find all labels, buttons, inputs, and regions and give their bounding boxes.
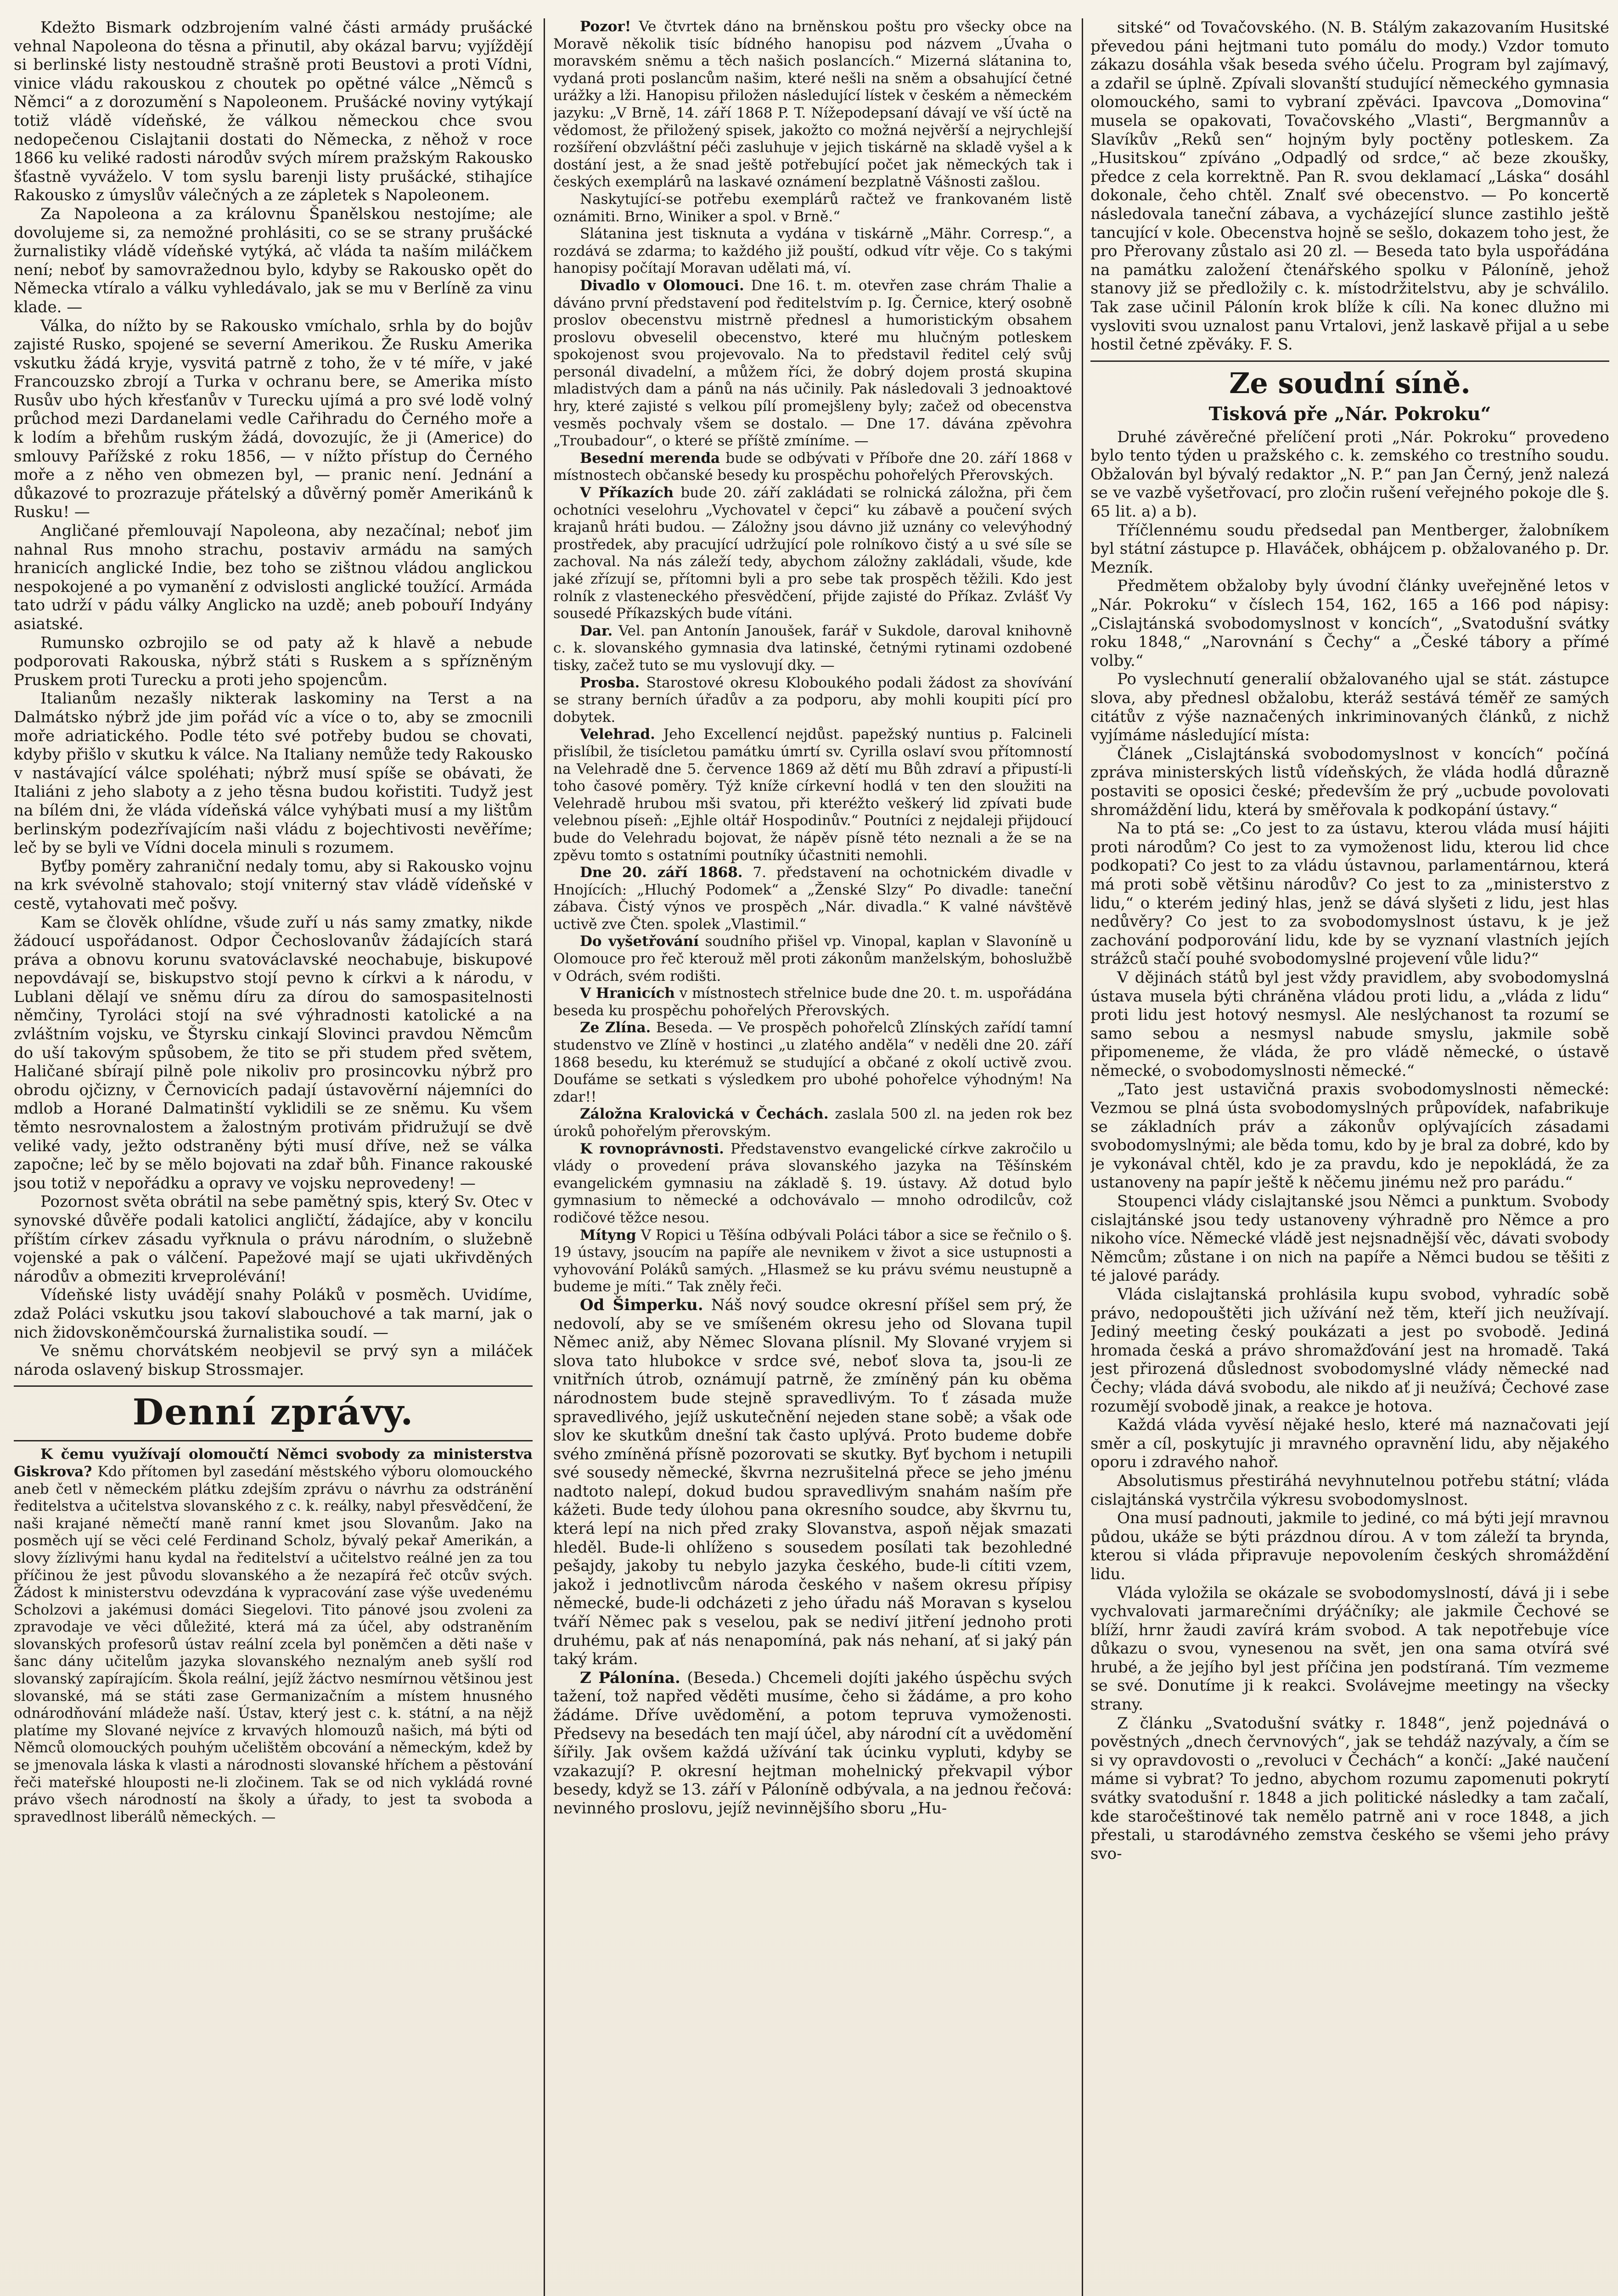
column-rule-1	[544, 18, 545, 2296]
news-item: Velehrad. Jeho Excellencí nejdůst. papežský nuntius p. Falcineli přislíbil, že tisícletou památku úmrtí sv. Cyrilla oslaví svou přítomností na Velehradě dne 5. července 1869 až dětí mu Bůh zdraví a připustí-li toho časové poměry. Týž kníže církevní hodlá v ten den sloužiti na Velehradě hrubou mši svatou, při kteréžto veškerý lid zpívati bude velebnou píseň: „Ejhle oltář Hospodinův.“ Poutníci z nejdaleji přijdoucí bude do Velehradu bojovat, že nápěv písně této neznali a že se na zpěvu tomto s ostatními poutníky účastniti nemohli.	[553, 726, 1072, 864]
news-item	[14, 1446, 533, 1826]
news-item: Mítyng V Ropici u Těšína odbývali Poláci tábor a sice se řečnilo o §. 19 ústavy, jsoucím na papíře ale nevnikem v život a sice ustupnosti a vyhovování Poláků samých. „Hlasmež se ku právu svému neustupně a budeme je míti.“ Tak zněly řeči.	[553, 1227, 1072, 1295]
section-divider	[14, 1385, 533, 1387]
paragraph: Válka, do nížto by se Rakousko vmíchalo, srhla by do bojův zajisté Rusko, spojené se severní Amerikou. Že Rusku Amerika vskutku žádá kryje, vysvitá patrně z toho, že v té míře, v jaké Francouzsko zbrojí a Turka v ochranu bere, se Amerika místo Rusův ubo hých křesťanův v Turecku ujímá a pro své lodě volný průchod mezi Dardanelami vedle Cařihradu do Černého moře a k lodím a břehům ruským žádá, dovozujíc, že ji (Americe) do smlouvy Pařížské z roku 1856, — v nížto přístup do Černého moře a z něho ven obmezen byl, — pranic není. Jednání a důkazové to prozrazuje přátelský a důvěrný poměr Amerikánů k Rusku! —	[14, 316, 533, 522]
news-item: K rovnoprávnosti. Představenstvo evangelické církve zakročilo u vlády o provedení práva slovanského jazyka na Těšínském evangelickém gymnasiu na základě §. 19. ústavy. Až dotud bylo gymnasium to německé a odchovávalo — mnoho odrodilcův, což rodičové těžce nesou.	[553, 1140, 1072, 1226]
news-item-lead: Dne 20. září 1868.	[580, 864, 743, 881]
paragraph: Z článku „Svatodušní svátky r. 1848“, jenž pojednává o pověstných „dnech červnových“, jak se tehdáž nazývaly, a čím se si vy opravdovosti o „revoluci v Čechách“ a končí: „Jaké naučení máme si vybrat? To jedno, abychom rozumu zapomenuti pokrytí svátky svatodušní r. 1848 a jich politické následky a tam začalí, kde staročeštinové tak nemělo patrně ani v roce 1848, a jich přestali, u starodávného zemstva českého se všemi jeho právy svo-	[1090, 1714, 1609, 1863]
paragraph: Článek „Cislajtánská svobodomyslnost v koncích“ počíná zpráva ministerských listů vídeňských, že vláda hodlá důrazně postaviti se oposici české; především že prý „ucbude povolovati shromáždění lidu, která by směřovala k podkopání ústavy.“	[1090, 744, 1609, 819]
news-item-lead: V Hranicích	[580, 985, 675, 1002]
column-2	[553, 18, 1072, 2296]
column-3	[1090, 18, 1609, 2296]
paragraph: Vláda vyložila se okázale se svobodomyslností, dává ji i sebe vychvalovati jarmarečními drýáčníky; ale jakmile Čechové se blíží, hrnr žaudi zavírá krám svobod. A tak nepotřebuje více důkazu o svou, vynesenou na svět, jen ona sama otvírá své hrubé, a že jejího byl jest příčina jen podstíraná. Tím vezmeme se své. Donutíme ji k reakci. Svolávejme meetingy na všecky strany.	[1090, 1583, 1609, 1714]
section-divider	[1090, 360, 1609, 362]
news-item: Z Pálonína. (Beseda.) Chcemeli dojíti jakého úspěchu svých tažení, tož napřed věděti musíme, čeho si žádáme, a pro koho žádáme. Dříve uvědomění, a potom tepruva vymoženosti. Předsevy na besedách ten mají účel, aby národní cít a uvědomění šířily. Jak ovšem každá užívání tak úcinku vypluti, kdyby se vzakazují? P. okresní hejtman mohelnický překvapil výbor besedy, když se 13. září v Páloníně odbývala, a na jednou řečová: nevinného proslovu, jejíž nevinnějšího sboru „Hu-	[553, 1668, 1072, 1818]
news-item: Prosba. Starostové okresu Kloboukého podali žádost za shovívání se strany berních úřadův a za podporu, aby mohli koupiti pící pro dobytek.	[553, 674, 1072, 726]
paragraph: Na to ptá se: „Co jest to za ústavu, kterou vláda musí hájiti proti národům? Co jest to za vymoženost lidu, kterou lid chce podkopati? Co jest to za vládu ústavnou, parlamentárnou, která má proti sobě většinu národův? Co jest to za „ministerstvo z lidu,“ o kterém jediný hlas, jenž se dává slyšeti z lidu, jest hlas nedůvěry? Co jest to za svobodomyslnost ústavu, k je jež zachování podporování lidu, kde by se vyznaní vlastních jejích strážců stačí pouhé svobodomyslné projevení vůle lidu?“	[1090, 819, 1609, 968]
paragraph: Každá vláda vyvěsí nějaké heslo, které má naznačovati její směr a cíl, poskytujíc ji mravného opravnění lidu, aby nějakého oporu i zdravého nahoř.	[1090, 1416, 1609, 1472]
news-item: Do vyšetřování soudního přišel vp. Vinopal, kaplan v Slavoníně u Olomouce pro řeč kterouž měl proti zákonům manželským, bohoslužbě v Odrách, svém rodišti.	[553, 933, 1072, 985]
paragraph: V dějinách států byl jest vždy pravidlem, aby svobodomyslná ústava musela býti chráněna vládou proti lidu, a „vláda z lidu“ proti lidu jest hotový nesmysl. Ale neslýchanost ta rozumí se samo sebou a nesmysl nabude smyslu, jakmile sobě připomeneme, že vláda, že pro vládě německé, o ústavě německé, o svobodomyslnosti německé.“	[1090, 968, 1609, 1080]
section-divider	[14, 1440, 533, 1441]
news-item-lead: Z Pálonína.	[580, 1668, 680, 1687]
news-item-lead: Mítyng	[580, 1227, 636, 1244]
paragraph: Angličané přemlouvají Napoleona, aby nezačínal; neboť jim nahnal Rus mnoho strachu, postaviv armádu na samých hranicích anglické Indie, bez toho se zištnou vládou anglickou nespokojené a po vymanění z odvislosti anglické toužící. Armáda tato udrží v pádu války Anglicko na uzdě; aneb pobouří Indyány asiatské.	[14, 522, 533, 633]
news-item-lead: Pozor!	[580, 18, 631, 35]
news-item: Od Šimperku. Náš nový soudce okresní příšel sem prý, že nedovolí, aby se ve smíšeném okresu jeho od Slovana tupil Němec aniž, aby Němec Slovana plísnil. My Slované vryjem si slova tato hlubokce v srdce své, neboť slova ta, jsou-li ze vnitřních útrob, oznámují patrně, že zmíněný pán ku oběma národnostem bude stejně spravedlivým. To ť zásada muže spravedlivého, jejíž uskutečnění nejeden stane sobě; a však ode slov ke skutkům dnešní tak často uplývá. Proto budeme dobře svého zmíněná přísně pozorovati se skutky. Byť bychom i netupili své sousedy německé, škvrna nezrušitelná přece se jeho jménu nadtoto nalepí, dokud budou spravedlivým snahám naším pře kážeti. Bude tedy úlohou pana okresního soudce, aby škvrnu tu, která lepí na nich před zraky Slovanstva, aspoň nějak smazati hleděl. Bude-li ohlíženo s sousedem posílati tak bezohledné pešajdy, jakoby tu nebylo jazyka českého, bude-li cítiti vzem, jakož i jednotlivcům národa českého v našem okresu přípisy německé, bude-li odcházeti z jeho úřadu náš Moravan s kyselou tváří Němec pak s veselou, pak se nediví jitření jednoho proti druhému, pak ať nás nenapomíná, pak nás nehaní, ať si jaký pán taký krám.	[553, 1295, 1072, 1669]
news-item-lead: Prosba.	[580, 674, 640, 691]
paragraph: Vláda cislajtanská prohlásila kupu svobod, vyhradíc sobě právo, nedopouštěti jich užívání než těm, kteří jich neužívají. Jediný meeting český poukázati a jest po svobodě. Jediná hromada česká a právo shromažďování jest na hromadě. Taká jest přirozená důslednost svobodomyslné vlády německé nad Čechy; vláda dává svobodu, ale nikdo ať ji neužívá; Čechové zase rozumějí svobodě jinak, a reakce je hotova.	[1090, 1285, 1609, 1416]
paragraph: sitské“ od Tovačovského. (N. B. Stálým zakazovaním Husitské převedou páni hejtmani tuto pomálu do mody.) Vzdor tomuto zákazu dosáhla však beseda svého účelu. Program byl zajímavý, a zdařil se úplně. Zpívali slovanští studující německého gymnasia olomouckého, sami to vybraní zpěváci. Ipavcova „Domovina“ musela se opakovati, Tovačovského „Vlasti“, Bergmannův a Slavíkův „Reků sen“ hojným byly poctěny potleskem. Za „Husitskou“ zpíváno „Odpadlý od srdce,“ ač beze zkoušky, předce z cela korrektně. Pan R. svou deklamací „Láska“ dosáhl dokonale, čeho chtěl. Znalť své obecenstvo. — Po koncertě následovala taneční zábava, a vycházející slunce zastihlo ještě tancující v kole. Obecenstva hojně se sešlo, dokazem toho jest, že pro Přerovany zůstalo asi 20 zl. — Beseda tato byla uspořádána na památku založení čtenářského spolku v Páloníně, jehož stanovy již se předložily c. k. místodržitelstvu, aby je schválilo. Tak zase učinil Pálonín krok blíže k cíli. Na konec dlužno mi vysloviti svou uznalost panu Vrtalovi, jenž laskavě přijal a u sebe hostil četné zpěváky. F. S.	[1090, 18, 1609, 354]
news-item: Besední merenda bude se odbývati v Příboře dne 20. září 1868 v místnostech občanské besedy ku prospěchu pohořelých Přerovských.	[553, 450, 1072, 484]
news-item: Slátanina jest tisknuta a vydána v tiskárně „Mähr. Corresp.“, a rozdává se zdarma; to každého již pouští, odkud vítr věje. Co s takými hanopisy počítají Moravan udělati má, ví.	[553, 225, 1072, 277]
news-item: Pozor! Ve čtvrtek dáno na brněnskou poštu pro všecky obce na Moravě několik tisíc bídného hanopisu pod názvem „Úvaha o moravském sněmu a těch našich poslancích.“ Mizerná slátanina to, vydaná proti poslancům našim, které nešli na sněm a obsahující četné urážky a lži. Hanopisu přiložen následující lístek v českém a německém jazyku: „V Brně, 14. září 1868 P. T. Nížepodepsaní dávají ve vší úctě na vědomost, že přiložený spisek, jakožto co možná nejvěrší a nejrychlejší rozšíření obzvláštní péči zasluhuje v jejich tiskárně na skladě vyšel a k dostání jest, a že snad ještě potřebující počet jak německých tak i českých exemplárů na laskavé oznámení bezplatně Vášnosti zašlou.	[553, 18, 1072, 191]
news-item-lead: Do vyšetřování	[580, 933, 699, 950]
paragraph: Italianům nezašly nikterak laskominy na Terst a na Dalmátsko nýbrž jde jim pořád víc a více o to, aby se zmocnili moře adriatického. Podle této své potřeby budou se chovati, kdyby přišlo v skutku k válce. Na Italiany nemůže tedy Rakousko v nastávající válce spoléhati; nýbrž musí spíše se obávati, že Italiáni z jeho slaboty a z jeho těsna budou kořistiti. Tudyž jest na bílém dni, že vláda vídeňská válce vyhýbati musí a my lištům berlinským podezřívajícím naši vládu z bojechtivosti nevěříme; leč by se byli ve Vídni docela minuli s rozumem.	[14, 689, 533, 857]
paragraph: Stoupenci vlády cislajtanské jsou Němci a punktum. Svobody cislajtánské jsou tedy ustanoveny výhradně pro Němce a pro nikoho více. Německé vládě jest nejsnadnější věc, dávati svobody Němcům; zůstane i on nich na papíře a Němci budou se těšiti z té jalové parády.	[1090, 1192, 1609, 1285]
news-item-lead: Velehrad.	[580, 726, 655, 743]
paragraph: Ona musí padnouti, jakmile to jediné, co má býti její mravnou půdou, ukáže se býti prázdnou dírou. A v tom záleží ta brynda, kterou si vláda připravuje nepovolením českých shromáždění lidu.	[1090, 1509, 1609, 1583]
news-item-lead: Besední merenda	[580, 450, 720, 467]
news-item: Dar. Vel. pan Antonín Janoušek, farář v Sukdole, daroval knihovně c. k. slovanského gymnasia dva latinské, četnými rytinami ozdobené tisky, začež tuto se mu vyslovují dky. —	[553, 622, 1072, 674]
news-item-lead: Záložna Kralovická v Čechách.	[580, 1106, 829, 1123]
paragraph: Kdežto Bismark odzbrojením valné části armády prušácké vehnal Napoleona do těsna a přinutil, aby okázal barvu; vyjíždějí si berlinské listy nestoudně strašně proti Beustovi a proti Vídni, vinice vládu rakouskou z choutek po opětné válce „Němců s Němci“ a z dorozumění s Napoleonem. Prušácké noviny vytýkají totiž vládě vídeňské, že válkou německou chce svou nedopečenou Cislajtanii dostati do Německa, z něhož v roce 1866 ku veliké radosti národův svých mírem pražským Rakousko šťastně vyváželo. V tom syslu barenji listy prušácké, stihajíce Rakousko z úmyslův válečných a ze zápletek s Napoleonem.	[14, 18, 533, 205]
news-item-lead: Divadlo v Olomouci.	[580, 277, 744, 294]
paragraph: Pozornost světa obrátil na sebe pamětný spis, který Sv. Otec v synovské důvěře podali katolici angličtí, žádajíce, aby v koncilu příštím církev zásadu vyřknula o právu národním, o služebně vojenské a pak o válčení. Papežové mají se ujati ukřivděných národův a obmeziti krveprolévání!	[14, 1193, 533, 1286]
paragraph: Ve sněmu chorvátském neobjevil se prvý syn a miláček národa oslavený biskup Strossmajer.	[14, 1342, 533, 1379]
news-item-lead: V Příkazích	[580, 484, 674, 501]
news-item-title: K čemu využívají olomoučtí Němci svobody za ministerstva Giskrova?	[14, 1446, 533, 1480]
news-item-lead: Ze Zlína.	[580, 1019, 651, 1036]
news-item-lead: Dar.	[580, 622, 613, 639]
section-title-court: Ze soudní síně.	[1229, 366, 1471, 400]
paragraph: „Tato jest ustavičná praxis svobodomyslnosti německé: Vezmou se plná ústa svobodomyslných průpovídek, nafabrikuje se základních práv a zákonův oplývajících zásadami svobodomyslnými; ale běda tomu, kdo by je bral za dobré, kdo by je vykonával chtěl, kdo je za pravdu, kdo je nepokládá, že za ustanoveny na papír ještě k něčemu jinému než pro parádu.“	[1090, 1080, 1609, 1192]
paragraph: Vídeňské listy uvádějí snahy Poláků v posměch. Uvidíme, zdaž Poláci vskutku jsou takoví slabouchové a tak marní, jak o nich židovskoněmčourská žurnalistika soudí. —	[14, 1286, 533, 1342]
column-1	[14, 18, 533, 2296]
news-item: Záložna Kralovická v Čechách. zaslala 500 zl. na jeden rok bez úroků pohořelým přerovským.	[553, 1106, 1072, 1140]
news-item: Divadlo v Olomouci. Dne 16. t. m. otevřen zase chrám Thalie a dáváno první představení pod ředitelstvím p. Ig. Černice, který osobně proslov obecenstvu mistrně přednesl a humoristickým obsahem proslovu obveselil obecenstvo, které mu hlučným potleskem spokojenost svou projevovalo. Na to představil ředitel celý svůj personál divadelní, a můžem říci, že dobrý dojem prostá skupina mladistvých dam a pánů na nás učinily. Pak následovali 3 jednoaktové hry, které zajisté s velkou pílí promejšleny byly; začež od obecenstva vesměs pochvaly všem se dostalo. — Dne 17. dávána zpěvohra „Troubadour“, o které se příště zmíníme. —	[553, 277, 1072, 450]
paragraph: Byťby poměry zahraniční nedaly tomu, aby si Rakousko vojnu na krk svévolně stahovalo; stojí vniterný stav vládě vídeňské v cestě, vytahovati meč pošvy.	[14, 857, 533, 913]
paragraph: Rumunsko ozbrojilo se od paty až k hlavě a nebude podporovati Rakouska, nýbrž státi s Ruskem a s spřízněným Pruskem proti Turecku a proti jeho spojencům.	[14, 633, 533, 689]
news-item-body: Kdo přítomen byl zasedání městského výboru olomouckého aneb četl v německém plátku zdejším zprávu o návrhu za odstránění ředitelstva a učitelstva slovanského z c. k. reálky, nabyl přesvědčení, že naši krajané němečtí maně ranní kmet jsou Slovanům. Jako na posměch ují se věci celé Ferdinand Scholz, bývalý pekař Amerikán, a slovy žízlivými hanu kydal na ředitelství a učitelstvo reálné jen za tou příčinou že jest původu slovanského a že nezapírá řeč otcův svých. Žádost k ministerstvu odevzdána k vypracování zase výše uvedenému Scholzovi a jakémusi domáci Siegelovi. Tito pánové jsou zvoleni za zpravodaje ve věci důležité, která má za účel, aby odstraněním slovanských profesorů ústav reální zcela byl poněmčen a děti naše v šanc dány učitelům jazyka slovanského neznalým aneb syšlí rod slovanský zapírajícím. Škola reální, jejíž žáctvo nesmírnou většinou jest slovanské, má se státi zase Germanizačním a místem hnusného odnárodňování mládeže naší. Ústav, který jest c. k. státní, a na nějž platíme my Slované nejvíce z krvavých hlomouzů našich, má býti od Němců olomouckých pouhým učelištěm obcování a německým, kdež by se jmenovala láska k vlasti a národnosti slovanské hříchem a pěstování řeči mateřské hlouposti ne-li zločinem. Tak se od nich vykládá rovné právo všech národností na školy a úřady, to jest ta svoboda a spravedlnost liberálů německých. —	[14, 1463, 533, 1825]
news-item: V Hranicích v místnostech střelnice bude dne 20. t. m. uspořádána beseda ku prospěchu pohořelých Přerovských.	[553, 985, 1072, 1019]
news-item: Ze Zlína. Beseda. — Ve prospěch pohořelců Zlínských zařídí tamní studenstvo ve Zlíně v hostinci „u zlatého anděla“ v neděli dne 20. září 1868 besedu, ku kterémuž se studující a občané z okolí uctivě zvou. Doufáme se setkati s výsledkem pro ubohé pohořelce výhodným! Na zdar!!	[553, 1019, 1072, 1105]
paragraph: Tříčlennému soudu předsedal pan Mentberger, žalobníkem byl státní zástupce p. Hlaváček, obhájcem p. obžalovaného p. Dr. Mezník.	[1090, 521, 1609, 577]
news-item: Dne 20. září 1868. 7. představení na ochotnickém divadle v Hnojících: „Hluchý Podomek“ a „Ženské Slzy“ Po divadle: taneční zábava. Čistý výnos ve prospěch „Nár. divadla.“ K valné návštěvě uctivě zve Čten. spolek „Vlastimil.“	[553, 864, 1072, 933]
paragraph: Za Napoleona a za královnu Španělskou nestojíme; ale dovolujeme si, za nemožné prohlásiti, co se se strany prušácké žurnalistiky vládě vídeňské vytýká, ač vláda ta naším miláčkem není; neboť by samovražednou bylo, kdyby se Rakousko opět do Německa vtíralo a válku vyhledávalo, jak se mu v Berlíně za vinu klade. —	[14, 204, 533, 316]
section-title-daily-news: Denní zprávy.	[132, 1391, 414, 1434]
news-item-lead: K rovnoprávnosti.	[580, 1140, 724, 1157]
paragraph: Absolutismus přestiráhá nevyhnutelnou potřebu státní; vláda cislajtánská vystrčila výkresu svobodomyslnost.	[1090, 1471, 1609, 1509]
news-item: Naskytující-se potřebu exemplárů račtež ve frankovaném listě oznámiti. Brno, Winiker a spol. v Brně.“	[553, 191, 1072, 225]
court-subtitle: Tisková pře „Nár. Pokroku“	[1208, 403, 1491, 425]
news-item-lead: Od Šimperku.	[580, 1295, 703, 1314]
paragraph: Druhé závěrečné přelíčení proti „Nár. Pokroku“ provedeno bylo tento týden u pražského c. k. zemského co trestního soudu. Obžalován byl bývalý redaktor „N. P.“ pan Jan Černý, jenž nalezá se ve vazbě vyšetřovací, pro zločin rušení veřejného pokoje dle §. 65 lit. a) a b).	[1090, 428, 1609, 521]
column-rule-2	[1082, 18, 1083, 2296]
paragraph: Po vyslechnutí generalií obžalovaného ujal se stát. zástupce slova, aby přednesl obžalobu, kteráž sestává téměř ze samých citátův z výše naznačených inkriminovaných článků, z nichž vyjímáme následující místa:	[1090, 670, 1609, 745]
news-item: V Příkazích bude 20. září zakládati se rolnická záložna, při čem ochotníci veselohru „Vychovatel v čepci“ ku zábavě a poučení svých krajanů hráti budou. — Záložny jsou dávno již uznány co velevýhodný prostředek, aby pracující udržující pole rolníkovo čistý a u své síle se zachoval. Na nás záleží tedy, abychom záložny zakládali, všude, kde jaké zřízují se, přítomni byli a pro sebe tak prospěch těžili. Kdo jest rolník z vlasteneckého přesvědčení, přijde zajisté do Příkaz. Zvlášť Vy sousedé Příkazských bude vítáni.	[553, 484, 1072, 622]
paragraph: Kam se člověk ohlídne, všude zuří u nás samy zmatky, nikde žádoucí uspořádanost. Odpor Čechoslovanův žádajících stará práva a obnovu korunu svatováclavské neochabuje, biskupové nepovdávají se, biskupstvo stojí pevno k církvi a k národu, v Lublani dělají ve sněmu díru za dírou do samospasitelnosti němčiny, Tyroláci stojí na své výhradnosti katolické a na zvláštním vojsku, ve Štyrsku cinkají Slovinci pravdou Němcům do uší takovým spůsobem, že tito se při studem před světem, Haličané sbírají pilně pole nikoliv pro prosincovku nýbrž pro obrodu ojčizny, v Černovicích padají ústavověrní nájemníci do mdlob a Horané Dalmatinští vyklidili se ze sněmu. Ku všem těmto nesrovnalostem a žalostným protivám přidružují se dvě veliké vady, ježto odstraněny býti musí dříve, než se válka započne; leč by se mělo bojovati na zdař bůh. Finance rakouské jsou totiž v nepořádku a opravy ve vojsku neprovedeny! —	[14, 913, 533, 1193]
paragraph: Předmětem obžaloby byly úvodní články uveřejněné letos v „Nár. Pokroku“ v číslech 154, 162, 165 a 166 pod nápisy: „Cislajtánská svobodomyslnost v koncích“, „Svatodušní svátky roku 1848,“ „Narovnání s Čechy“ a „České tábory a přímé volby.“	[1090, 577, 1609, 670]
